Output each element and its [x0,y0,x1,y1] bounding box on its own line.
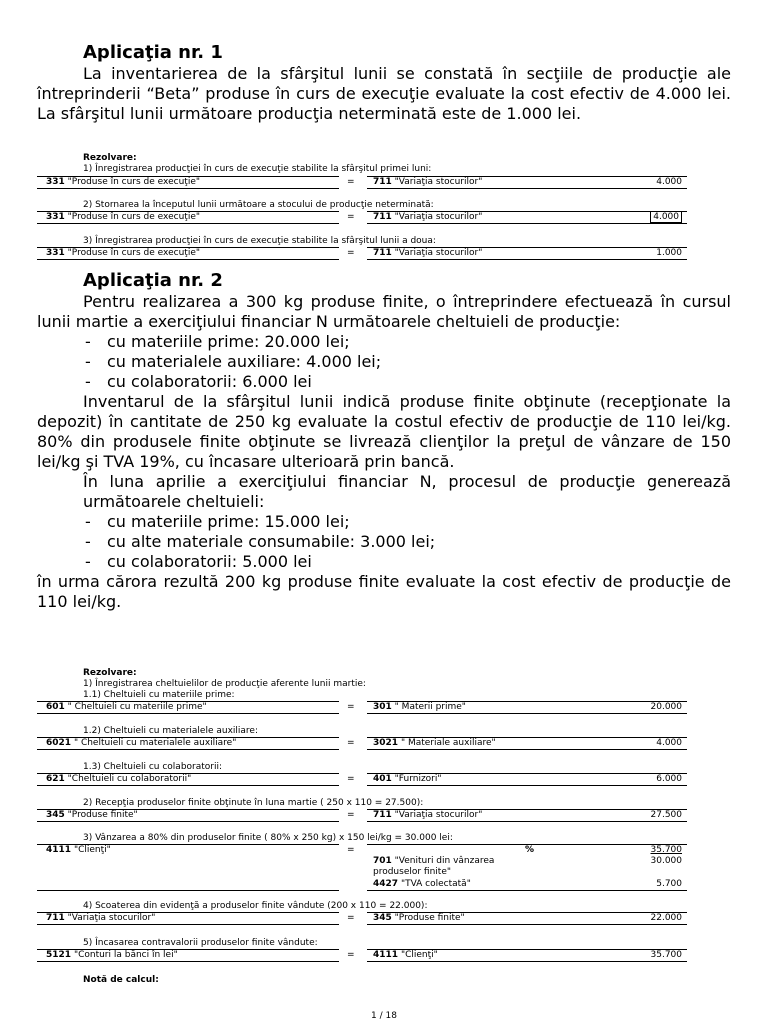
ledger-row: 6021 " Cheltuieli cu materialele auxiliare" [46,738,237,748]
divider [367,713,687,714]
divider [367,785,687,786]
credit-account: 4111 "Clienţi" [373,950,438,960]
divider [367,188,687,189]
ledger-row: 345 "Produse finite" [46,810,138,820]
credit-account: 3021 " Materiale auxiliare" [373,738,496,748]
credit-account: 701 "Venituri din vânzarea produselor finite" [373,856,495,877]
app2-paragraph-2: Inventarul de la sfârşitul lunii indică produse finite obţinute (recepţionate la depozit) în cantitate de 250 kg evaluate la costul efectiv de producţie de 110 lei/kg. 80% din produsele finite obţinute se livrează clienţilor la preţul de vânzare de 150 lei/kg şi TVA 19%, cu încasare ulterioară prin bancă. [37,392,731,471]
amount: 4.000 [656,177,682,187]
app2-text-block [37,292,731,612]
app1-entry2-caption: 2) Stornarea la începutul lunii următoare a stocului de producţie neterminată: [83,200,434,210]
credit-account: 711 "Variaţia stocurilor" [373,248,483,258]
page-number: 1 / 18 [371,1011,397,1021]
divider [37,924,339,925]
credit-account: 4427 "TVA colectată" [373,879,471,889]
app2-caption-4: 4) Scoaterea din evidenţă a produselor finite vândute (200 x 110 = 22.000): [83,901,428,911]
equals-sign: = [347,845,355,855]
app2-caption-2: 2) Recepţia produselor finite obţinute în luna martie ( 250 x 110 = 27.500): [83,798,424,808]
equals-sign: = [347,212,355,222]
amount: 35.700 [650,845,682,855]
ledger-row: 4111 "Clienţi" [46,845,111,855]
list-item: - cu materialele auxiliare: 4.000 lei; [85,352,382,371]
app1-entry3-caption: 3) Înregistrarea producţiei în curs de execuţie stabilite la sfârşitul lunii a doua: [83,236,436,246]
amount: 6.000 [656,774,682,784]
amount: 27.500 [650,810,682,820]
divider [37,749,339,750]
divider [367,223,687,224]
app2-rezolvare-label: Rezolvare: [83,668,137,678]
credit-account: 711 "Variaţia stocurilor" [373,212,483,222]
divider [367,924,687,925]
divider [367,749,687,750]
nota-de-calcul-label: Notă de calcul: [83,975,159,985]
credit-account: 711 "Variaţia stocurilor" [373,177,483,187]
equals-sign: = [347,248,355,258]
equals-sign: = [347,913,355,923]
divider [37,223,339,224]
list-item: - cu colaboratorii: 5.000 lei [85,552,312,571]
divider [37,785,339,786]
ledger-row: 5121 "Conturi la bănci în lei" [46,950,178,960]
credit-account: 345 "Produse finite" [373,913,465,923]
divider [37,961,339,962]
equals-sign: = [347,702,355,712]
app2-caption-5: 5) Încasarea contravalorii produselor finite vândute: [83,938,318,948]
app2-paragraph-1: Pentru realizarea a 300 kg produse finite, o întreprindere efectuează în cursul lunii martie a exerciţiului financiar N următoarele cheltuieli de producţie: [37,292,731,331]
amount: 22.000 [650,913,682,923]
ledger-row: 331 "Produse în curs de execuţie" [46,177,200,187]
equals-sign: = [347,950,355,960]
divider [367,890,687,891]
app2-caption-1-1: 1.1) Cheltuieli cu materiile prime: [83,690,235,700]
app1-text-block [37,64,731,124]
app2-paragraph-3: În luna aprilie a exerciţiului financiar N, procesul de producţie generează următoarele cheltuieli: [83,472,731,511]
list-item: - cu colaboratorii: 6.000 lei [85,372,312,391]
list-item: - cu materiile prime: 20.000 lei; [85,332,350,351]
ledger-row: 331 "Produse în curs de execuţie" [46,248,200,258]
equals-sign: = [347,177,355,187]
divider [37,188,339,189]
app2-caption-3: 3) Vânzarea a 80% din produselor finite ( 80% x 250 kg) x 150 lei/kg = 30.000 lei: [83,833,453,843]
amount: 5.700 [656,879,682,889]
amount-boxed: 4.000 [600,212,682,223]
amount: 4.000 [656,738,682,748]
app1-paragraph: La inventarierea de la sfârşitul lunii se constată în secţiile de producţie ale întreprinderii “Beta” produse în curs de execuţie evaluate la cost efectiv de 4.000 lei. La sfârşitul lunii următoare producţia neterminată este de 1.000 lei. [37,64,731,123]
app1-title: Aplicaţia nr. 1 [83,42,223,63]
divider [367,259,687,260]
app1-entry1-caption: 1) Înregistrarea producţiei în curs de execuţie stabilite la sfârşitul primei luni: [83,164,432,174]
divider [367,821,687,822]
amount: 35.700 [650,950,682,960]
ledger-row: 621 "Cheltuieli cu colaboratorii" [46,774,192,784]
ledger-row: 711 "Variaţia stocurilor" [46,913,156,923]
list-item: - cu alte materiale consumabile: 3.000 lei; [85,532,436,551]
amount: 20.000 [650,702,682,712]
divider [37,713,339,714]
equals-sign: = [347,738,355,748]
ledger-row: 601 " Cheltuieli cu materiile prime" [46,702,207,712]
app2-caption-1-3: 1.3) Cheltuieli cu colaboratorii: [83,762,223,772]
amount: 1.000 [656,248,682,258]
divider [37,821,339,822]
percent-sign: % [525,845,535,855]
equals-sign: = [347,810,355,820]
app2-paragraph-4: în urma cărora rezultă 200 kg produse finite evaluate la cost efectiv de producţie de 110 lei/kg. [37,572,731,611]
divider [367,961,687,962]
app2-caption-1: 1) Înregistrarea cheltuielilor de producţie aferente lunii martie: [83,679,366,689]
divider [37,890,339,891]
app2-caption-1-2: 1.2) Cheltuieli cu materialele auxiliare: [83,726,258,736]
list-item: - cu materiile prime: 15.000 lei; [85,512,350,531]
equals-sign: = [347,774,355,784]
app2-title: Aplicaţia nr. 2 [83,270,223,291]
app1-rezolvare-label: Rezolvare: [83,153,137,163]
divider [37,259,339,260]
ledger-row: 331 "Produse în curs de execuţie" [46,212,200,222]
credit-account: 711 "Variaţia stocurilor" [373,810,483,820]
credit-account: 401 "Furnizori" [373,774,442,784]
amount: 30.000 [650,856,682,866]
credit-account: 301 " Materii prime" [373,702,466,712]
